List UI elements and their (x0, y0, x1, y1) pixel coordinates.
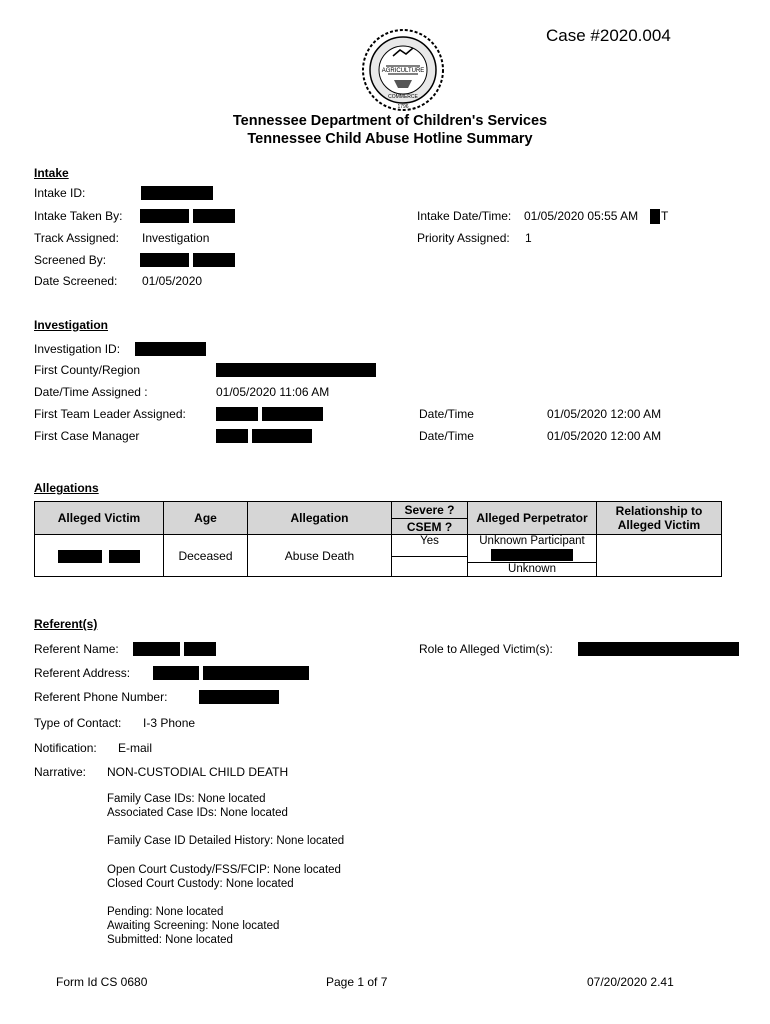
screened-by-label: Screened By: (34, 253, 107, 267)
referent-address-label: Referent Address: (34, 666, 131, 680)
team-leader-label: First Team Leader Assigned: (34, 407, 186, 421)
date-screened-value: 01/05/2020 (142, 274, 203, 288)
submitted: Submitted: None located (107, 934, 233, 946)
redaction (184, 642, 216, 656)
referent-phone-label: Referent Phone Number: (34, 690, 168, 704)
first-county-label: First County/Region (34, 363, 141, 377)
col-age: Age (164, 502, 248, 535)
footer-page-number: Page 1 of 7 (326, 975, 388, 989)
team-leader-dt-value: 01/05/2020 12:00 AM (547, 407, 662, 421)
narrative-label: Narrative: (34, 765, 87, 779)
role-label: Role to Alleged Victim(s): (419, 642, 553, 656)
svg-text:COMMERCE: COMMERCE (388, 94, 418, 100)
case-number: Case #2020.004 (546, 26, 671, 45)
severe-cell: Yes (392, 535, 468, 557)
family-case-ids: Family Case IDs: None located (107, 793, 266, 805)
redaction (203, 666, 309, 680)
referent-heading: Referent(s) (34, 617, 98, 631)
referent-name-label: Referent Name: (34, 642, 119, 656)
age-cell: Deceased (164, 535, 248, 577)
track-assigned-label: Track Assigned: (34, 231, 119, 245)
closed-court-custody: Closed Court Custody: None located (107, 878, 294, 890)
col-relationship-line1: Relationship to (615, 504, 703, 518)
redaction (140, 253, 189, 267)
perpetrator-cell (468, 535, 597, 577)
intake-taken-by-label: Intake Taken By: (34, 209, 123, 223)
redaction (193, 253, 235, 267)
intake-datetime-value: 01/05/2020 05:55 AM (524, 209, 639, 223)
col-relationship (597, 502, 722, 535)
col-relationship-line2: Alleged Victim (617, 518, 701, 532)
notification-label: Notification: (34, 741, 97, 755)
redaction (216, 429, 248, 443)
col-alleged-victim: Alleged Victim (35, 502, 164, 535)
case-manager-dt-value: 01/05/2020 12:00 AM (547, 429, 662, 443)
redaction (650, 209, 660, 224)
intake-heading: Intake (34, 166, 69, 180)
allegations-table (34, 501, 722, 577)
contact-type-label: Type of Contact: (34, 716, 122, 730)
col-severe: Severe ? (392, 502, 468, 519)
redaction (216, 407, 258, 421)
svg-text:AGRICULTURE: AGRICULTURE (381, 68, 425, 74)
narrative-value: NON-CUSTODIAL CHILD DEATH (107, 765, 289, 779)
redaction (109, 550, 140, 563)
datetime-assigned-value: 01/05/2020 11:06 AM (216, 385, 330, 399)
priority-label: Priority Assigned: (417, 231, 510, 245)
redaction (199, 690, 279, 704)
intake-id-label: Intake ID: (34, 186, 86, 200)
notification-value: E-mail (118, 741, 153, 755)
redaction (578, 642, 739, 656)
case-manager-dt-label: Date/Time (419, 429, 474, 443)
victim-cell (35, 535, 164, 577)
footer-form-id: Form Id CS 0680 (56, 975, 148, 989)
col-alleged-perpetrator: Alleged Perpetrator (468, 502, 597, 535)
allegations-heading: Allegations (34, 481, 99, 495)
family-case-history: Family Case ID Detailed History: None located (107, 835, 345, 847)
intake-datetime-label: Intake Date/Time: (417, 209, 512, 223)
csem-cell (392, 557, 468, 577)
redaction (252, 429, 312, 443)
table-row (35, 535, 722, 557)
col-allegation: Allegation (248, 502, 392, 535)
contact-type-value: I-3 Phone (143, 716, 196, 730)
redaction (153, 666, 199, 680)
open-court-custody: Open Court Custody/FSS/FCIP: None located (107, 864, 341, 876)
intake-datetime-suffix: T (661, 209, 669, 223)
pending: Pending: None located (107, 906, 224, 918)
perpetrator-line2: Unknown (468, 562, 596, 576)
redaction (133, 642, 180, 656)
case-manager-label: First Case Manager (34, 429, 140, 443)
svg-text:1796: 1796 (397, 104, 409, 110)
track-assigned-value: Investigation (142, 231, 210, 245)
date-screened-label: Date Screened: (34, 274, 118, 288)
investigation-heading: Investigation (34, 318, 109, 332)
priority-value: 1 (525, 231, 532, 245)
redaction (491, 549, 573, 561)
redaction (135, 342, 206, 356)
datetime-assigned-label: Date/Time Assigned : (34, 385, 148, 399)
col-csem: CSEM ? (392, 519, 468, 535)
redaction (193, 209, 235, 223)
redaction (140, 209, 189, 223)
state-seal-logo (358, 28, 448, 112)
page-subtitle: Tennessee Child Abuse Hotline Summary (247, 131, 533, 147)
allegation-cell: Abuse Death (248, 535, 392, 577)
associated-case-ids: Associated Case IDs: None located (107, 807, 288, 819)
investigation-id-label: Investigation ID: (34, 342, 121, 356)
relationship-cell (597, 535, 722, 577)
page-title: Tennessee Department of Children's Services (232, 113, 548, 129)
redaction (58, 550, 102, 563)
team-leader-dt-label: Date/Time (419, 407, 474, 421)
redaction (141, 186, 213, 200)
awaiting-screening: Awaiting Screening: None located (107, 920, 280, 932)
perpetrator-line1: Unknown Participant (479, 535, 585, 547)
footer-date: 07/20/2020 2.41 (587, 975, 674, 989)
redaction (262, 407, 323, 421)
redaction (216, 363, 376, 377)
